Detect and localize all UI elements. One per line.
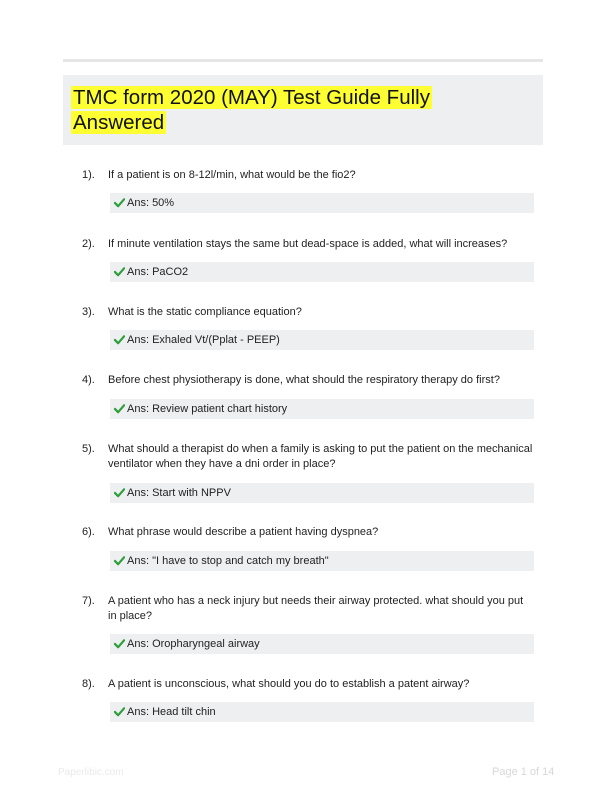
question-number: 2). (82, 238, 95, 250)
answer-box (110, 262, 534, 282)
question-text: Before chest physiotherapy is done, what should the respiratory therapy do first? (108, 374, 500, 386)
question-text: If minute ventilation stays the same but dead-space is added, what will increases? (108, 238, 508, 250)
question-text: What phrase would describe a patient having dyspnea? (108, 526, 379, 538)
answer-text: Ans: "I have to stop and catch my breath" (127, 555, 329, 567)
answer-box (110, 702, 534, 722)
question-number: 5). (82, 443, 95, 455)
question-number: 3). (82, 306, 95, 318)
check-icon (114, 197, 125, 208)
answer-box (110, 193, 534, 213)
page-number: Page 1 of 14 (492, 766, 555, 778)
check-icon (114, 638, 125, 649)
answer-text: Ans: PaCO2 (127, 266, 189, 278)
answer-box (110, 483, 534, 503)
check-icon (114, 334, 125, 345)
question-number: 8). (82, 678, 95, 690)
question-text: If a patient is on 8-12l/min, what would be the fio2? (108, 169, 356, 181)
document-title: TMC form 2020 (MAY) Test Guide Fully Answered (73, 86, 430, 134)
question-number: 7). (82, 595, 95, 607)
answer-text: Ans: Exhaled Vt/(Pplat - PEEP) (127, 334, 280, 346)
check-icon (114, 706, 125, 717)
answer-box (110, 551, 534, 571)
answer-box (110, 399, 534, 419)
question-text: A patient is unconscious, what should you do to establish a patent airway? (108, 678, 470, 690)
top-divider (63, 59, 543, 62)
question-number: 1). (82, 169, 95, 181)
question-text: A patient who has a neck injury but needs their airway protected. what should you put in place? (108, 595, 524, 622)
answer-text: Ans: Head tilt chin (127, 706, 216, 718)
question-number: 4). (82, 374, 95, 386)
answer-box (110, 634, 534, 654)
answer-text: Ans: 50% (127, 197, 175, 209)
title-banner (63, 75, 543, 145)
question-number: 6). (82, 526, 95, 538)
answer-text: Ans: Start with NPPV (127, 487, 231, 499)
answer-text: Ans: Review patient chart history (127, 403, 288, 415)
check-icon (114, 403, 125, 414)
footer-watermark: Paperlibic.com (58, 767, 124, 778)
answer-box (110, 330, 534, 350)
check-icon (114, 266, 125, 277)
question-text: What is the static compliance equation? (108, 306, 302, 318)
question-text: What should a therapist do when a family is asking to put the patient on the mechanical ventilator when they have a dni order in place? (108, 443, 533, 470)
check-icon (114, 555, 125, 566)
answer-text: Ans: Oropharyngeal airway (127, 638, 260, 650)
check-icon (114, 487, 125, 498)
